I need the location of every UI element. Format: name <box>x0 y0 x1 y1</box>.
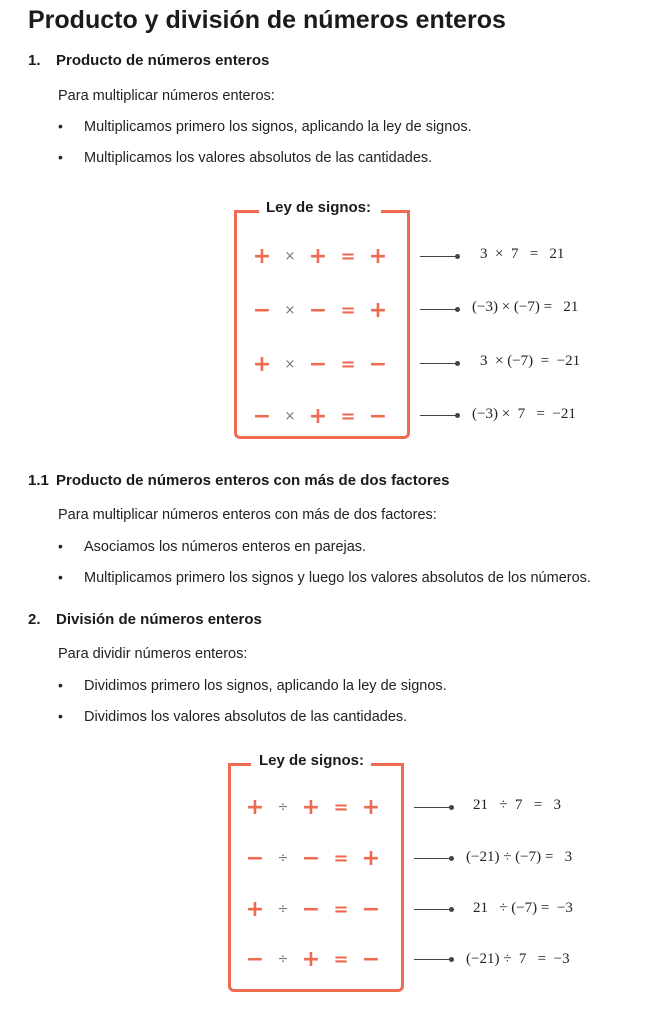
arrow-connector <box>420 363 458 364</box>
sign-symbol: − <box>301 845 321 871</box>
operator-symbol: × <box>284 408 296 424</box>
section-1-heading <box>28 52 269 69</box>
sign-rule-row <box>247 349 393 379</box>
operator-symbol: ÷ <box>277 850 289 866</box>
section-title: Producto de números enteros con más de dos factores <box>56 472 450 489</box>
sign-rule-row <box>240 944 386 974</box>
sign-symbol: − <box>245 946 265 972</box>
sign-symbol: + <box>252 351 272 377</box>
list-item <box>58 149 432 166</box>
list-item <box>58 677 447 694</box>
section-number: 1. <box>28 52 41 69</box>
list-item-text: Multiplicamos primero los signos, aplicando la ley de signos. <box>84 119 472 135</box>
page-title: Producto y división de números enteros <box>28 6 506 34</box>
result-sign: + <box>361 845 381 871</box>
section-1-1-heading <box>28 472 449 489</box>
sign-symbol: + <box>308 403 328 429</box>
example-equation: 3 × (−7) = −21 <box>480 353 581 369</box>
sign-symbol: + <box>308 243 328 269</box>
arrow-connector <box>420 415 458 416</box>
sign-symbol: − <box>301 896 321 922</box>
equals-symbol: = <box>340 299 356 321</box>
list-item-text: Dividimos primero los signos, aplicando la ley de signos. <box>84 678 447 694</box>
sign-law-label: Ley de signos: <box>259 752 365 769</box>
box-top-border <box>231 763 251 766</box>
example-equation: (−3) × 7 = −21 <box>472 406 576 422</box>
sign-symbol: + <box>301 794 321 820</box>
sign-rule-row <box>247 401 393 431</box>
box-top-border <box>381 210 407 213</box>
result-sign: − <box>368 403 388 429</box>
list-item-text: Multiplicamos primero los signos y luego los valores absolutos de los números. <box>84 570 591 586</box>
list-item <box>58 118 472 135</box>
result-sign: − <box>361 946 381 972</box>
arrow-connector <box>420 309 458 310</box>
box-top-border <box>237 210 259 213</box>
result-sign: + <box>361 794 381 820</box>
sign-symbol: − <box>308 297 328 323</box>
equals-symbol: = <box>340 245 356 267</box>
equals-symbol: = <box>333 847 349 869</box>
operator-symbol: × <box>284 248 296 264</box>
sign-symbol: + <box>252 243 272 269</box>
list-item-text: Multiplicamos los valores absolutos de las cantidades. <box>84 150 433 166</box>
arrow-connector <box>414 909 452 910</box>
section-2-intro: Para dividir números enteros: <box>58 646 248 662</box>
sign-symbol: + <box>245 896 265 922</box>
bullet-icon: • <box>58 569 63 585</box>
list-item <box>58 569 591 586</box>
example-equation: (−21) ÷ (−7) = 3 <box>466 849 573 865</box>
list-item <box>58 538 366 555</box>
sign-rule-row <box>247 241 393 271</box>
equals-symbol: = <box>340 353 356 375</box>
operator-symbol: × <box>284 356 296 372</box>
section-1-1-intro: Para multiplicar números enteros con más de dos factores: <box>58 507 437 523</box>
box-top-border <box>371 763 401 766</box>
operator-symbol: ÷ <box>277 799 289 815</box>
equals-symbol: = <box>333 948 349 970</box>
example-equation: 3 × 7 = 21 <box>480 246 565 262</box>
arrow-connector <box>414 807 452 808</box>
bullet-icon: • <box>58 118 63 134</box>
section-number: 2. <box>28 611 41 628</box>
list-item-text: Dividimos los valores absolutos de las cantidades. <box>84 709 408 725</box>
bullet-icon: • <box>58 677 63 693</box>
example-equation: 21 ÷ 7 = 3 <box>473 797 561 813</box>
example-equation: (−21) ÷ 7 = −3 <box>466 951 570 967</box>
section-2-heading <box>28 611 262 628</box>
bullet-icon: • <box>58 538 63 554</box>
sign-symbol: − <box>308 351 328 377</box>
list-item <box>58 708 407 725</box>
equals-symbol: = <box>333 796 349 818</box>
section-number: 1.1 <box>28 472 49 489</box>
section-title: División de números enteros <box>56 611 262 628</box>
sign-symbol: − <box>252 403 272 429</box>
bullet-icon: • <box>58 149 63 165</box>
result-sign: − <box>368 351 388 377</box>
arrow-connector <box>420 256 458 257</box>
sign-symbol: − <box>252 297 272 323</box>
sign-rule-row <box>240 843 386 873</box>
sign-rule-row <box>247 295 393 325</box>
bullet-icon: • <box>58 708 63 724</box>
result-sign: − <box>361 896 381 922</box>
list-item-text: Asociamos los números enteros en parejas. <box>84 539 367 555</box>
example-equation: 21 ÷ (−7) = −3 <box>473 900 573 916</box>
equals-symbol: = <box>333 898 349 920</box>
example-equation: (−3) × (−7) = 21 <box>472 299 579 315</box>
section-title: Producto de números enteros <box>56 52 270 69</box>
arrow-connector <box>414 858 452 859</box>
result-sign: + <box>368 297 388 323</box>
sign-rule-row <box>240 894 386 924</box>
section-1-intro: Para multiplicar números enteros: <box>58 88 275 104</box>
sign-symbol: − <box>245 845 265 871</box>
operator-symbol: ÷ <box>277 951 289 967</box>
operator-symbol: × <box>284 302 296 318</box>
sign-symbol: + <box>301 946 321 972</box>
sign-symbol: + <box>245 794 265 820</box>
result-sign: + <box>368 243 388 269</box>
arrow-connector <box>414 959 452 960</box>
operator-symbol: ÷ <box>277 901 289 917</box>
equals-symbol: = <box>340 405 356 427</box>
sign-rule-row <box>240 792 386 822</box>
sign-law-label: Ley de signos: <box>266 199 372 216</box>
